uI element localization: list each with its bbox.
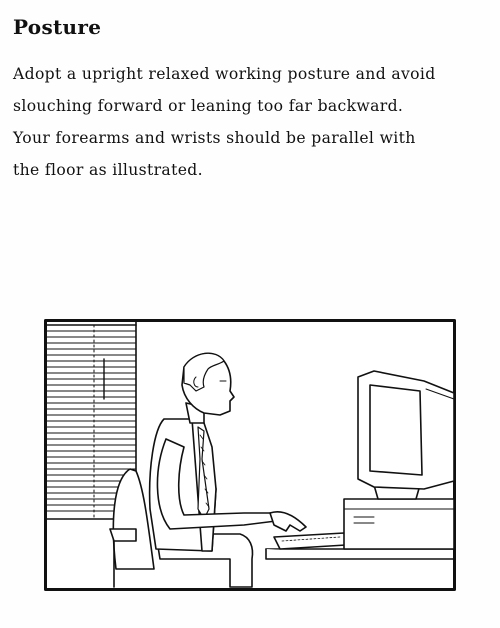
cpu-unit xyxy=(344,499,454,549)
posture-illustration xyxy=(44,319,456,591)
posture-paragraph xyxy=(13,58,493,186)
paragraph-line-4: the floor as illustrated. xyxy=(13,161,203,179)
paragraph-line-1: Adopt a upright relaxed working posture and avoid xyxy=(13,65,436,83)
section-title: Posture xyxy=(13,15,102,39)
paragraph-line-2: slouching forward or leaning too far backward. xyxy=(13,97,404,115)
paragraph-line-3: Your forearms and wrists should be parallel with xyxy=(13,129,416,147)
